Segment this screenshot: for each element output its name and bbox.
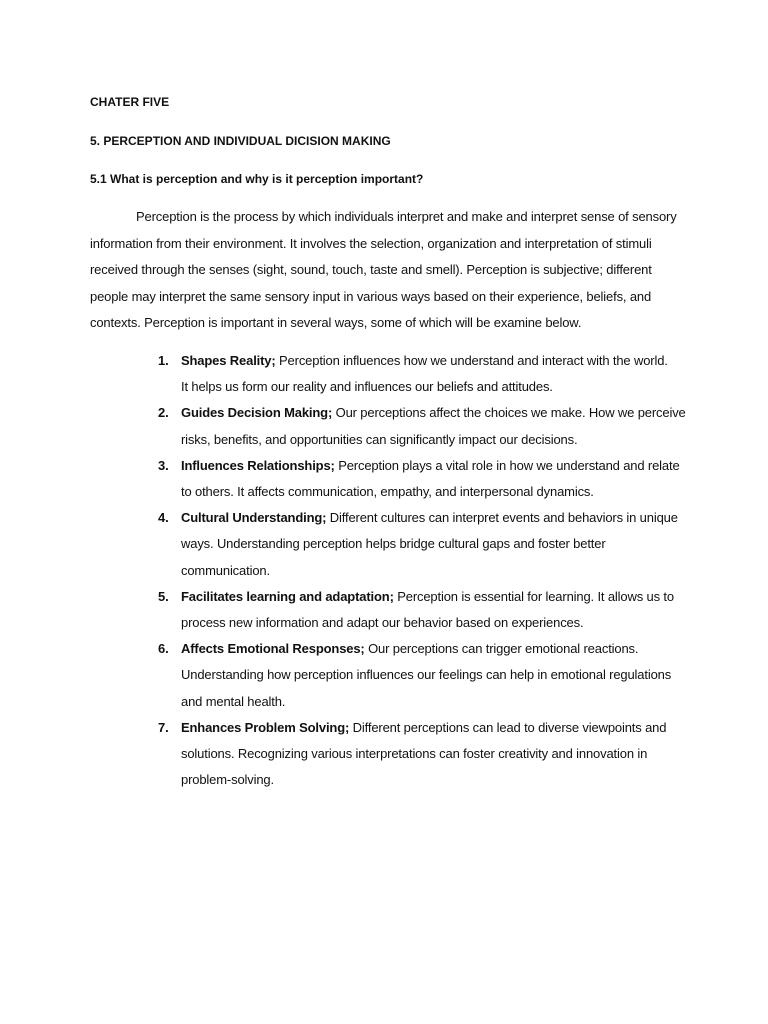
list-item (0, 453, 768, 505)
list-item-text (181, 453, 701, 505)
list-item-text (181, 715, 701, 794)
list-item-first-line (181, 715, 701, 741)
list-number: 4. (158, 510, 169, 526)
list-item (0, 636, 768, 715)
list-item (0, 715, 768, 794)
chapter-title: 5. PERCEPTION AND INDIVIDUAL DICISION MAKING (90, 134, 391, 148)
paragraph-line: contexts. Perception is important in several ways, some of which will be examine below. (90, 315, 582, 330)
list-item-line: to others. It affects communication, empathy, and interpersonal dynamics. (181, 484, 594, 500)
list-item-term: Enhances Problem Solving; (181, 719, 350, 735)
list-item-line: risks, benefits, and opportunities can significantly impact our decisions. (181, 431, 578, 447)
list-item-text (181, 348, 701, 400)
list-item-text (181, 400, 701, 452)
list-item-line: process new information and adapt our behavior based on experiences. (181, 615, 584, 631)
list-number: 1. (158, 353, 169, 368)
list-item-text (181, 584, 701, 636)
list-item-first-line (181, 505, 701, 531)
paragraph-line: received through the senses (sight, sound, touch, taste and smell). Perception is subjective; different (90, 262, 652, 277)
list-item-term: Influences Relationships; (181, 457, 335, 473)
list-number: 3. (158, 457, 169, 473)
list-item (0, 348, 768, 400)
intro-paragraph (90, 204, 690, 337)
list-item-text (181, 505, 701, 584)
list-number: 2. (158, 405, 169, 421)
paragraph-line: people may interpret the same sensory input in various ways based on their experience, beliefs, and (90, 288, 652, 304)
list-item-term: Affects Emotional Responses; (181, 641, 365, 657)
list-item-lead-text: Our perceptions affect the choices we make. How we perceive (332, 405, 686, 421)
list-item (0, 584, 768, 636)
numbered-list (0, 348, 768, 793)
list-item-first-line (181, 453, 701, 479)
list-item-first-line (181, 400, 701, 426)
list-item-lead-text: Different perceptions can lead to diverse viewpoints and (349, 719, 667, 735)
list-item-term: Facilitates learning and adaptation; (181, 588, 394, 604)
list-number: 5. (158, 588, 169, 604)
list-item-line: communication. (181, 562, 270, 578)
list-item-line: problem-solving. (181, 772, 274, 788)
list-item-first-line (181, 636, 701, 662)
list-number: 6. (158, 641, 169, 657)
list-number: 7. (158, 719, 169, 735)
list-item-first-line (181, 348, 701, 374)
section-heading: 5.1 What is perception and why is it perception important? (90, 172, 424, 186)
list-item-line: ways. Understanding perception helps bridge cultural gaps and foster better (181, 536, 606, 552)
list-item-line: Understanding how perception influences our feelings can help in emotional regulations (181, 667, 672, 683)
list-item (0, 400, 768, 452)
list-item-first-line (181, 584, 701, 610)
list-item-term: Guides Decision Making; (181, 405, 333, 421)
list-item-lead-text: Perception influences how we understand and interact with the world. (275, 353, 668, 368)
list-item-text (181, 636, 701, 715)
list-item-lead-text: Perception plays a vital role in how we understand and relate (334, 457, 680, 473)
paragraph-line: information from their environment. It involves the selection, organization and interpretation of stimuli (90, 235, 652, 251)
list-item-line: solutions. Recognizing various interpretations can foster creativity and innovation in (181, 746, 648, 762)
paragraph-line: Perception is the process by which individuals interpret and make and interpret sense of sensory (136, 209, 677, 224)
chapter-heading: CHATER FIVE (90, 95, 170, 109)
list-item-lead-text: Different cultures can interpret events and behaviors in unique (326, 510, 678, 526)
list-item-term: Shapes Reality; (181, 353, 276, 368)
list-item-line: and mental health. (181, 693, 286, 709)
list-item-term: Cultural Understanding; (181, 510, 327, 526)
list-item (0, 505, 768, 584)
list-item-lead-text: Perception is essential for learning. It allows us to (393, 588, 674, 604)
list-item-line: It helps us form our reality and influences our beliefs and attitudes. (181, 379, 553, 395)
list-item-lead-text: Our perceptions can trigger emotional reactions. (364, 641, 639, 657)
